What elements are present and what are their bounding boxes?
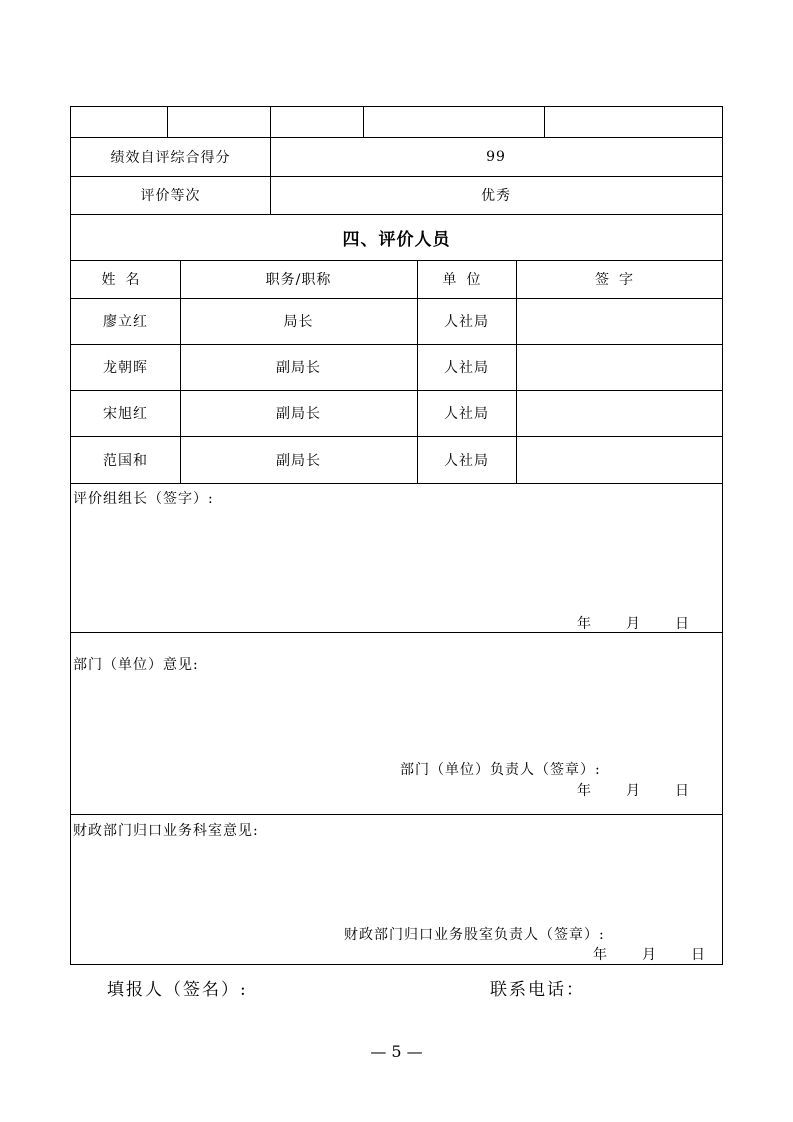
top-row-cell <box>544 107 722 137</box>
finance-signer-label: 财政部门归口业务股室负责人（签章）: <box>344 927 605 943</box>
evaluator-unit: 人社局 <box>444 452 489 469</box>
evaluator-unit: 人社局 <box>444 314 489 330</box>
date-year: 年 <box>577 783 592 799</box>
evaluation-form-table <box>70 106 723 965</box>
finance-opinion-label: 财政部门归口业务科室意见: <box>73 823 259 839</box>
evaluator-name: 龙朝晖 <box>103 360 148 376</box>
top-row-cell <box>363 107 544 137</box>
leader-signature-label: 评价组组长（签字）: <box>73 491 214 507</box>
top-row-cell <box>270 107 363 137</box>
top-row-cell <box>167 107 270 137</box>
header-title: 职务/职称 <box>265 272 332 288</box>
evaluator-unit: 人社局 <box>444 406 489 422</box>
date-month: 月 <box>626 616 641 632</box>
grade-label: 评价等次 <box>140 188 201 204</box>
date-day: 日 <box>691 947 706 963</box>
top-row-cell <box>71 107 167 137</box>
evaluator-signature-field[interactable] <box>516 390 722 436</box>
score-value: 99 <box>486 148 506 165</box>
date-month: 月 <box>626 783 641 799</box>
date-year: 年 <box>593 947 608 963</box>
evaluator-name: 廖立红 <box>103 314 148 330</box>
evaluator-name: 宋旭红 <box>103 406 148 422</box>
date-day: 日 <box>675 783 690 799</box>
date-day: 日 <box>675 616 690 632</box>
filler-signature-label: 填报人（签名）: <box>107 980 248 1000</box>
score-label: 绩效自评综合得分 <box>110 149 231 166</box>
row-divider <box>71 814 722 815</box>
row-divider <box>71 483 722 484</box>
dept-signer-label: 部门（单位）负责人（签章）: <box>400 762 601 778</box>
page-number: — 5 — <box>370 1042 423 1061</box>
header-name: 姓名 <box>101 272 150 288</box>
evaluator-title: 副局长 <box>276 406 321 422</box>
evaluator-title: 局长 <box>283 314 314 330</box>
evaluator-signature-field[interactable] <box>516 344 722 390</box>
date-month: 月 <box>642 947 657 963</box>
evaluator-unit: 人社局 <box>444 360 489 376</box>
evaluator-signature-field[interactable] <box>516 298 722 344</box>
date-year: 年 <box>577 616 592 632</box>
header-unit: 单位 <box>442 272 491 288</box>
evaluator-name: 范国和 <box>103 452 148 469</box>
evaluator-signature-field[interactable] <box>516 436 722 483</box>
evaluator-title: 副局长 <box>276 452 321 469</box>
dept-date <box>577 780 690 800</box>
header-sign: 签字 <box>595 272 643 288</box>
section-title: 四、评价人员 <box>342 229 451 250</box>
grade-value: 优秀 <box>481 188 511 204</box>
finance-date <box>593 944 706 964</box>
evaluator-title: 副局长 <box>276 360 321 376</box>
leader-date <box>577 613 690 633</box>
dept-opinion-label: 部门（单位）意见: <box>73 657 199 673</box>
phone-label: 联系电话： <box>490 980 585 1000</box>
